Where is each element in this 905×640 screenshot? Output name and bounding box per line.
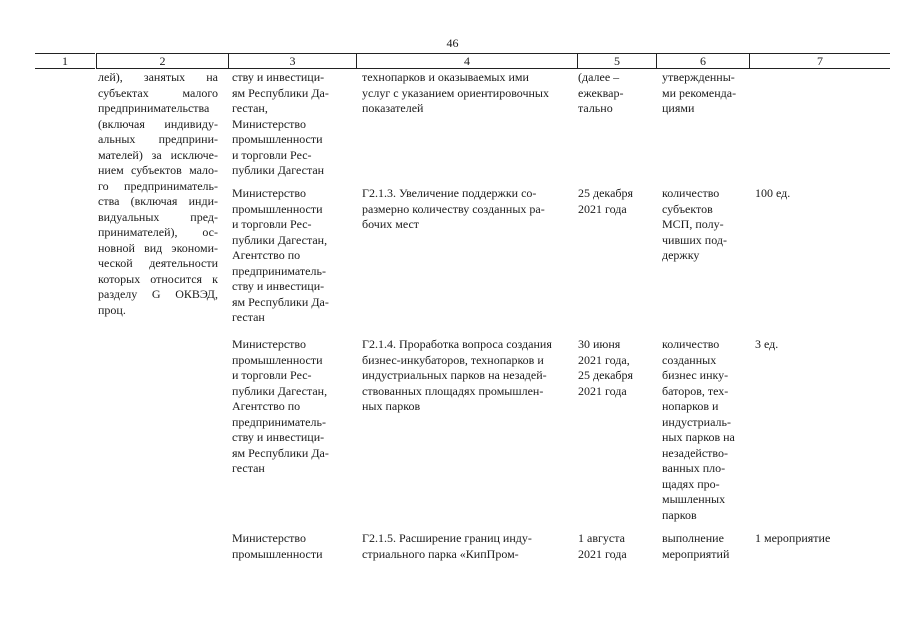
row-deadline: (далее – ежеквар- тально <box>578 70 624 115</box>
row-value: 3 ед. <box>755 337 779 351</box>
row-deadline: 25 декабря 2021 года <box>578 186 634 216</box>
row-indicator: количество субъектов МСП, полу- чивших под- держку <box>662 186 727 262</box>
row-responsible: Министерство промышленности и торговли Рес- публики Дагестан, Агентство по предприниматель- ству и инвестици- ям Республики Да- гестан <box>232 186 329 324</box>
row-indicator: утвержденны- ми рекоменда- циями <box>662 70 737 115</box>
indicator-text: лей), занятых на субъектах малого предпринимательства (включая индивиду- альных предприни- мателей) за исключе- нием субъектов мало- го предприниматель- ства (включая инди- видуальных пред- принимателей), ос- новной вид экономи- ческой деятельности которых относится к разделу G ОКВЭД, проц. <box>98 70 218 317</box>
row-measure: Г2.1.3. Увеличение поддержки со- размерно количеству созданных ра- бочих мест <box>362 186 545 231</box>
row-indicator: количество созданных бизнес инку- баторов, тех- нопарков и индустриаль- ных парков на незадейство- ванных пло- щадях про- мышленных парков <box>662 337 735 522</box>
header-col-2: 2 <box>96 53 228 69</box>
header-col-3: 3 <box>228 53 356 69</box>
header-col-4: 4 <box>356 53 577 69</box>
header-col-7: 7 <box>749 53 890 69</box>
row-responsible: Министерство промышленности <box>232 531 323 561</box>
page-number: 46 <box>446 36 459 50</box>
row-deadline: 1 августа 2021 года <box>578 531 627 561</box>
row-measure: Г2.1.5. Расширение границ инду- стриального парка «КипПром- <box>362 531 532 561</box>
row-value: 100 ед. <box>755 186 791 200</box>
row-responsible: ству и инвестици- ям Республики Да- гестан, Министерство промышленности и торговли Рес- публики Дагестан <box>232 70 329 177</box>
row-value: 1 мероприятие <box>755 531 831 545</box>
row-indicator: выполнение мероприятий <box>662 531 730 561</box>
header-col-6: 6 <box>656 53 749 69</box>
row-deadline: 30 июня 2021 года, 25 декабря 2021 года <box>578 337 634 398</box>
row-responsible: Министерство промышленности и торговли Рес- публики Дагестан, Агентство по предприниматель- ству и инвестици- ям Республики Да- гестан <box>232 337 329 475</box>
row-measure: технопарков и оказываемых ими услуг с указанием ориентировочных показателей <box>362 70 549 115</box>
row-measure: Г2.1.4. Проработка вопроса создания бизнес-инкубаторов, технопарков и индустриальных парков на незадей- ствованных площадях промышлен- ных парков <box>362 337 552 413</box>
header-col-1: 1 <box>35 53 95 69</box>
header-col-5: 5 <box>577 53 656 69</box>
